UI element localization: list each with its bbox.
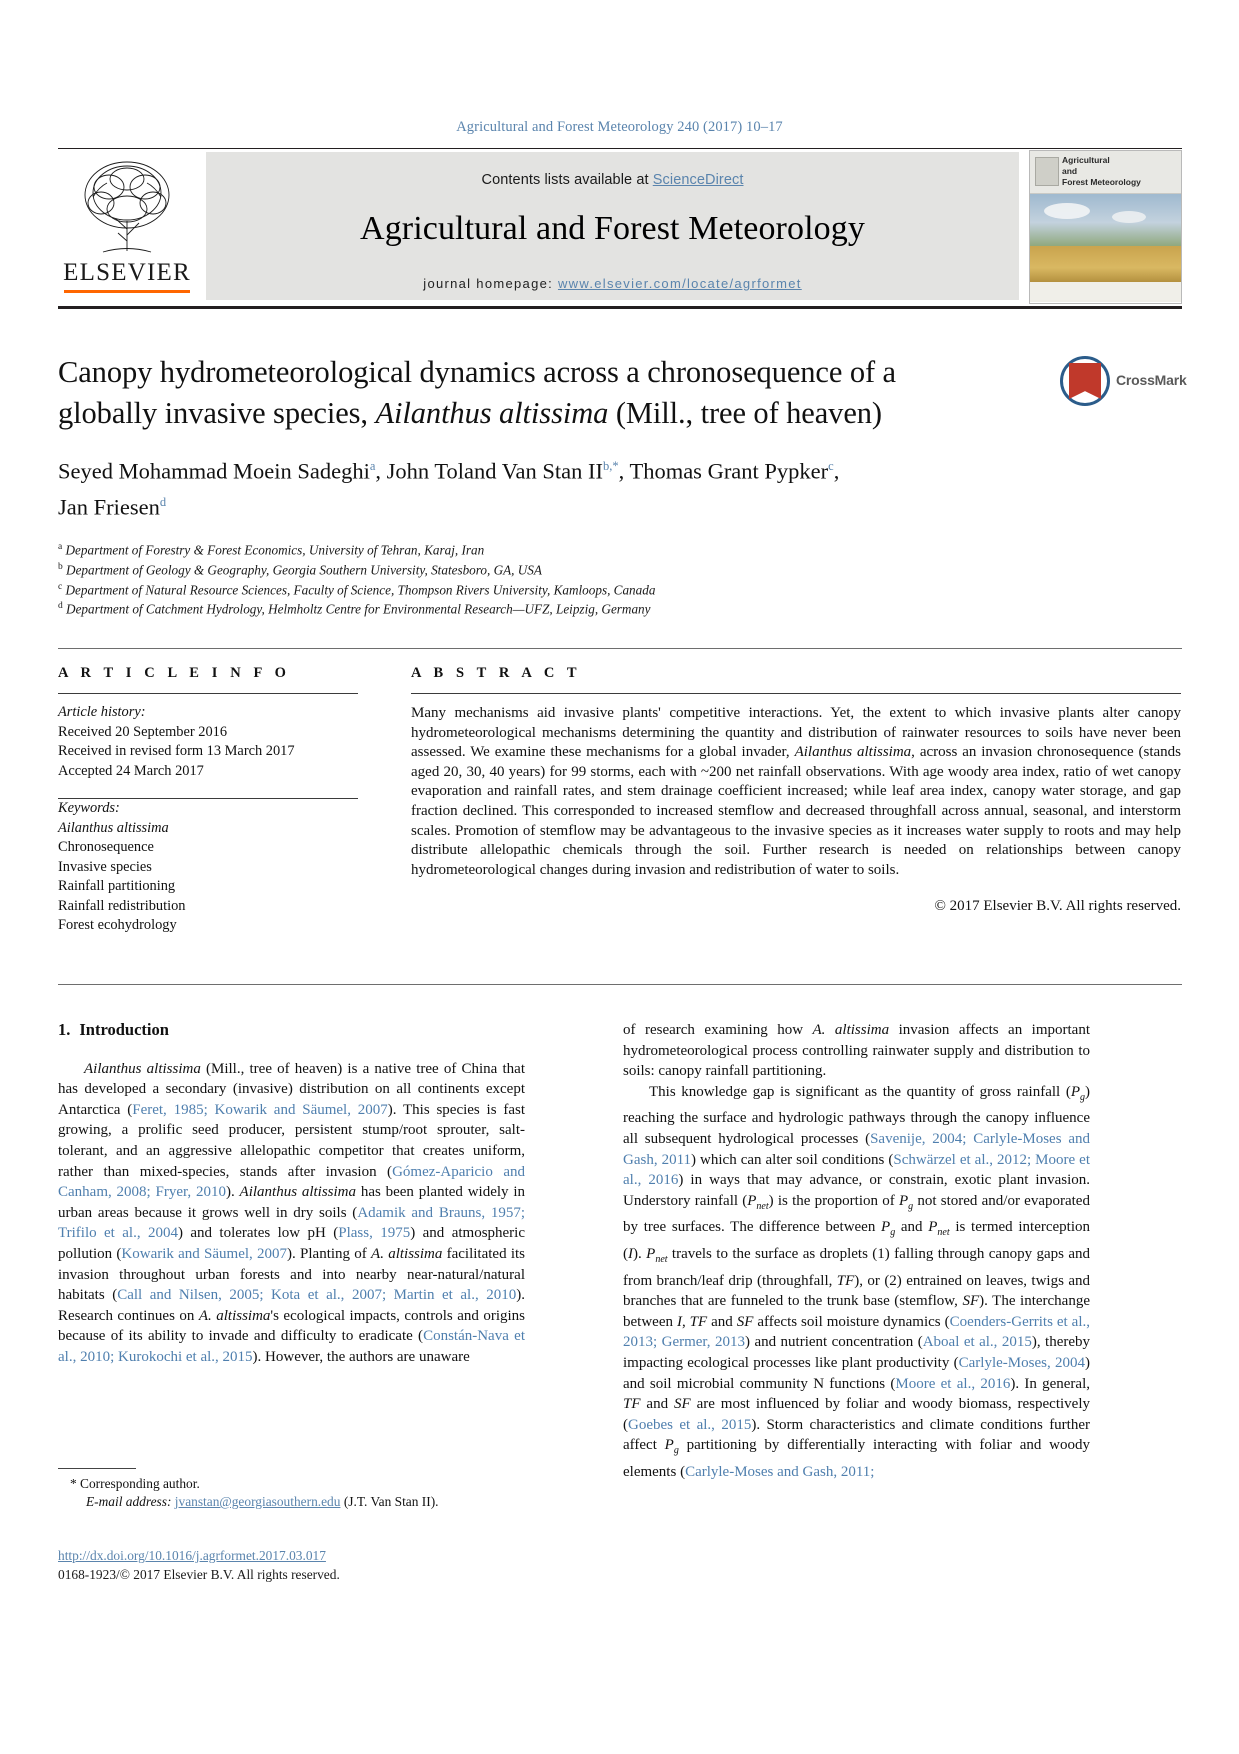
article-info-rule (58, 693, 358, 694)
cover-cloud-icon (1044, 203, 1090, 219)
cover-footer (1030, 282, 1181, 302)
keyword-item: Invasive species (58, 858, 152, 875)
abstract-section (411, 665, 1181, 915)
contents-prefix: Contents lists available at (481, 172, 653, 188)
copyright-notice: © 2017 Elsevier B.V. All rights reserved. (934, 898, 1181, 915)
author-affil-mark: d (159, 494, 167, 509)
contents-lists-line (206, 152, 1019, 188)
elsevier-logo (58, 152, 196, 300)
section-label: Introduction (79, 1020, 169, 1039)
abstract-text: Many mechanisms aid invasive plants' competitive interactions. Yet, the extent to which invasive plants alter canopy hydrometeorological mechanisms determining the quantity and distribution of rainwater resources to soils have never been assessed. We examine these mechanisms for a global invader, Ailanthus altissima, across an invasion chronosequence (stands aged 20, 30, 40 years) for 99 storms, each with ~200 net rainfall observations. With age woody area index, ratio of wet canopy evaporation and rainfall rates, and stem drainage coefficient increased; while leaf area index, canopy water storage, and gap fraction declined. This corresponded to increased stemflow and decreased throughfall across annual, seasonal, and interstorm scales. Promotion of stemflow may be advantageous to the invasive species as it increases water supply to roots and may help distribute allelopathic chemicals through the soil. Further research is needed on relationships between canopy hydrometeorological changes during invasion and redistribution of water to soils. (411, 705, 1182, 878)
article-history (58, 703, 358, 781)
keyword-item: Rainfall redistribution (58, 897, 186, 914)
author-name: Thomas Grant Pypker (629, 458, 829, 484)
article-info-heading: A R T I C L E I N F O (58, 665, 291, 681)
cover-field-image (1030, 246, 1181, 282)
masthead-top-rule (58, 148, 1182, 149)
keyword-item: Rainfall partitioning (58, 878, 176, 894)
author-name: Jan Friesen (58, 494, 160, 519)
doi-block (58, 1546, 558, 1584)
affiliation-mark: c (58, 581, 63, 592)
journal-homepage-link[interactable]: www.elsevier.com/locate/agrformet (557, 276, 802, 291)
author-sep: , (833, 458, 840, 484)
section-number: 1. (58, 1020, 71, 1039)
footnote-rule (58, 1468, 136, 1469)
affiliation-item (58, 559, 1182, 579)
abstract-rule (411, 693, 1181, 694)
page-title (58, 352, 938, 434)
cover-sky-image (1030, 194, 1181, 246)
elsevier-orange-bar (64, 290, 190, 293)
abstract-top-rule (58, 648, 1182, 649)
cover-header (1030, 151, 1181, 194)
affiliation-text: Department of Catchment Hydrology, Helmholtz Centre for Environmental Research—UFZ, Leipzig, Germany (66, 601, 651, 617)
article-history-label: Article history: (58, 704, 146, 720)
title-species-name: Ailanthus altissima (375, 396, 609, 430)
author-name: Seyed Mohammad Moein Sadeghi (58, 458, 370, 484)
affiliation-item (58, 579, 1182, 599)
body-column-left (58, 1020, 525, 1368)
corresponding-author-note: * Corresponding author. (70, 1476, 200, 1491)
issn-copyright-line: 0168-1923/© 2017 Elsevier B.V. All rights reserved. (58, 1567, 340, 1582)
author-list (58, 451, 1182, 522)
title-line-1: Canopy hydrometeorological dynamics across a chronosequence of a (58, 355, 896, 389)
journal-homepage-line (206, 276, 1019, 291)
article-history-item: Received in revised form 13 March 2017 (58, 743, 295, 759)
running-head: Agricultural and Forest Meteorology 240 (2017) 10–17 (456, 119, 783, 135)
affiliation-item (58, 598, 1182, 618)
doi-link[interactable]: http://dx.doi.org/10.1016/j.agrformet.2017.03.017 (58, 1548, 326, 1563)
elsevier-tree-icon (58, 157, 196, 262)
keyword-item: Forest ecohydrology (58, 917, 177, 933)
author-sep: , (618, 458, 630, 484)
affiliation-text: Department of Forestry & Forest Economics, University of Tehran, Karaj, Iran (65, 542, 485, 558)
email-link[interactable]: jvanstan@georgiasouthern.edu (174, 1494, 341, 1509)
affiliation-mark: d (58, 601, 63, 612)
cover-title: Agricultural and Forest Meteorology (1062, 155, 1141, 187)
article-info-section (58, 665, 358, 936)
author-affil-mark: b,* (602, 459, 619, 473)
author-affil-mark: a (369, 459, 376, 473)
article-history-item: Received 20 September 2016 (58, 723, 228, 740)
affiliation-text: Department of Natural Resource Sciences, Faculty of Science, Thompson Rivers University, Kamloops, Canada (65, 581, 656, 597)
email-label: E-mail address: (86, 1494, 172, 1509)
cover-logo-box (1035, 157, 1059, 186)
cover-cloud-icon (1112, 211, 1146, 223)
crossmark-label: CrossMark (1116, 372, 1187, 388)
title-line-2-pre: globally invasive species, (58, 396, 376, 430)
paragraph: of research examining how A. altissima invasion affects an important hydrometeorological process controlling rainwater supply and distribution to soils: canopy rainfall partitioning. (623, 1022, 1091, 1080)
journal-banner (206, 152, 1019, 300)
masthead-bottom-rule (58, 306, 1182, 309)
keyword-item: Chronosequence (58, 839, 154, 855)
footnote-block (58, 1468, 525, 1511)
sciencedirect-link[interactable]: ScienceDirect (652, 172, 744, 188)
affiliation-mark: a (58, 542, 63, 552)
journal-cover-thumbnail (1029, 150, 1182, 304)
author-affil-mark: c (828, 459, 834, 473)
affiliation-text: Department of Geology & Geography, Georgia Southern University, Statesboro, GA, USA (66, 562, 542, 578)
keywords-label: Keywords: (58, 800, 120, 816)
paragraph: Ailanthus altissima (Mill., tree of heaven) is a native tree of China that has developed a secondary (invasive) distribution on all continents except Antarctica (Feret, 1985; Kowarik and Säumel, 2007). This species is fast growing, a prolific seed producer, persistent stump/root sprouter, salt-tolerant, and an aggressive allelopathic competitor that creates uniform, rather than mixed-species, stands after invasion (Gómez-Aparicio and Canham, 2008; Fryer, 2010). Ailanthus altissima has been planted widely in urban areas because it grows well in dry soils (Adamik and Brauns, 1957; Trifilo et al., 2004) and tolerates low pH (Plass, 1975) and atmospheric pollution (Kowarik and Säumel, 2007). Planting of A. altissima facilitated its invasion throughout urban forests and into nearby near-natural/natural habitats (Call and Nilsen, 2005; Kota et al., 2007; Martin et al., 2010). Research continues on A. altissima's ecological impacts, controls and origins because of its ability to invade and difficulty to eradicate (Constán-Nava et al., 2010; Kurokochi et al., 2015). However, the authors are unaware (58, 1060, 526, 1365)
crossmark-badge[interactable] (1060, 356, 1187, 408)
affiliation-mark: b (58, 561, 63, 572)
journal-masthead (58, 148, 1182, 309)
title-line-2-post: (Mill., tree of heaven) (608, 396, 882, 430)
abstract-heading: A B S T R A C T (411, 665, 582, 681)
section-heading-introduction (58, 1020, 525, 1041)
affiliation-item (58, 539, 1182, 559)
journal-title: Agricultural and Forest Meteorology (360, 210, 865, 247)
email-owner: (J.T. Van Stan II). (343, 1494, 439, 1509)
keywords-list (58, 799, 358, 936)
title-block (58, 352, 1187, 618)
author-sep: , (375, 458, 387, 484)
body-top-rule (58, 984, 1182, 985)
affiliation-list (58, 539, 1182, 618)
article-history-item: Accepted 24 March 2017 (58, 762, 204, 779)
elsevier-wordmark: ELSEVIER (63, 259, 191, 286)
homepage-label: journal homepage: (423, 276, 554, 291)
email-note (86, 1493, 525, 1511)
paragraph: This knowledge gap is significant as the quantity of gross rainfall $(P_g)$ reaching the surface and hydrologic pathways through the canopy influence all subsequent hydrological processes (Savenije, 2004; Carlyle-Moses and Gash, 2011) which can alter soil conditions (Schwärzel et al., 2012; Moore et al., 2016) in ways that may advance, or constrain, exotic plant invasion. Understory rainfall $(P_{net})$ is the proportion of $P_g$ not stored and/or evaporated by tree surfaces. The difference between $P_g$ and $P_{net}$ is termed interception (I). $P_{net}$ travels to the surface as droplets (1) falling through canopy gaps and from branch/leaf drip (throughfall, TF), or (2) entrained on leaves, twigs and branches that are funneled to the trunk base (stemflow, SF). The interchange between I, TF and SF affects soil moisture dynamics (Coenders-Gerrits et al., 2013; Germer, 2013) and nutrient concentration (Aboal et al., 2015), thereby impacting ecological processes like plant productivity (Carlyle-Moses, 2004) and soil microbial community N functions (Moore et al., 2016). In general, TF and SF are most influenced by foliar and woody biomass, respectively (Goebes et al., 2015). Storm characteristics and climate conditions further affect $P_g$ partitioning by differentially interacting with foliar and woody elements (Carlyle-Moses and Gash, 2011; (623, 1083, 1091, 1480)
keyword-item: Ailanthus altissima (58, 819, 169, 836)
author-name: John Toland Van Stan II (386, 458, 603, 484)
body-column-right (623, 1020, 1090, 1482)
